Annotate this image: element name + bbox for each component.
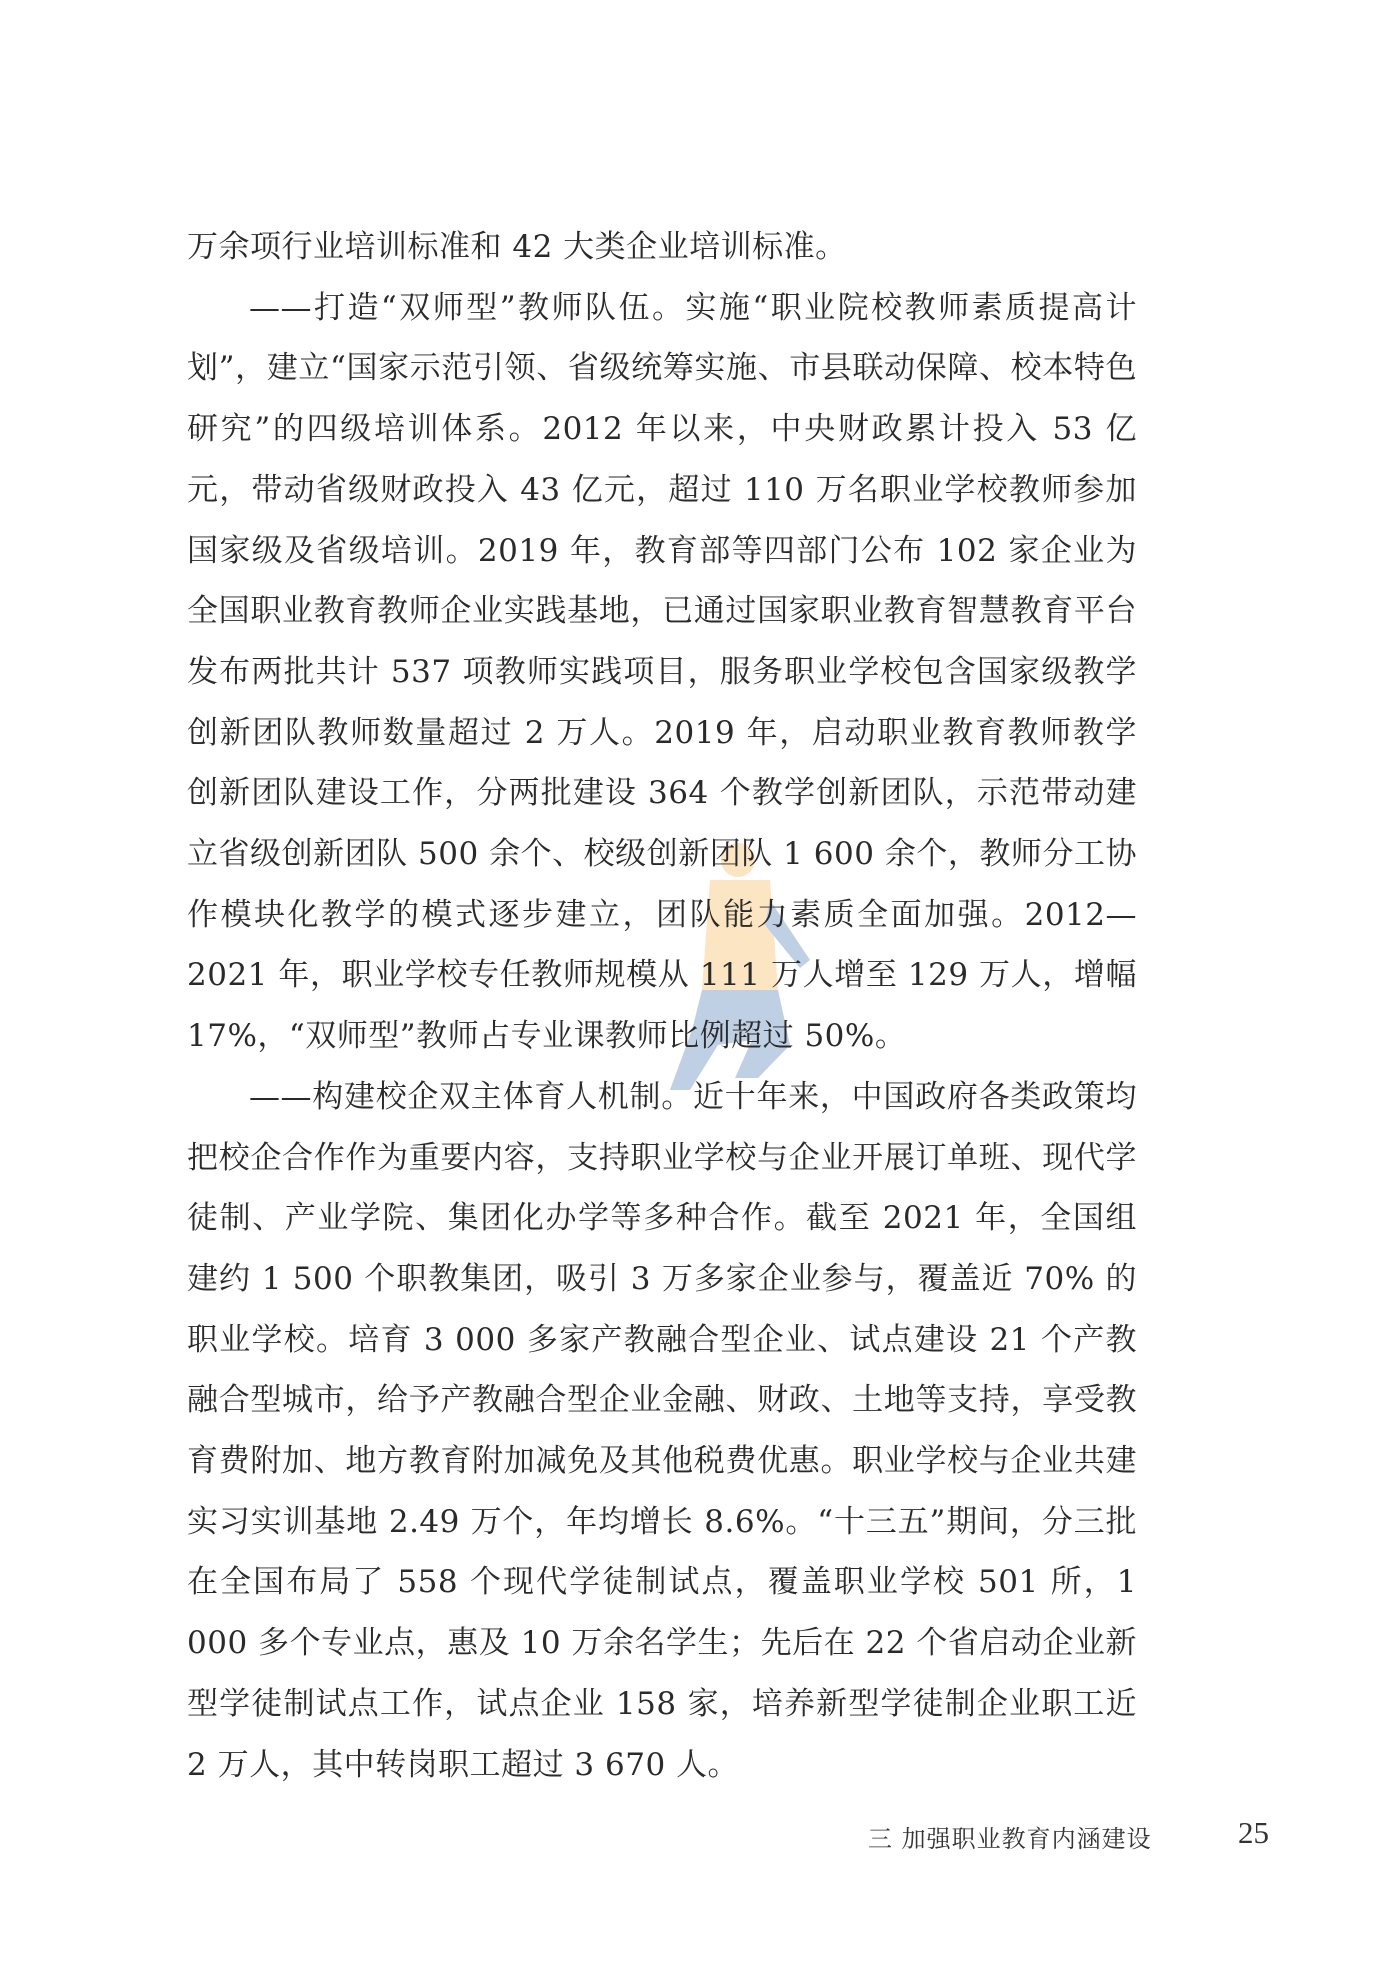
body-text — [187, 217, 1137, 1795]
paragraph-school-enterprise-mechanism: ——构建校企双主体育人机制。近十年来，中国政府各类政策均把校企合作作为重要内容，支持职业学校与企业开展订单班、现代学徒制、产业学院、集团化办学等多种合作。截至 2021 年，全国组建约 1 500 个职教集团，吸引 3 万多家企业参与，覆盖近 70% 的职业学校。培育 3 000 多家产教融合型企业、试点建设 21 个产教融合型城市，给予产教融合型企业金融、财政、土地等支持，享受教育费附加、地方教育附加减免及其他税费优惠。职业学校与企业共建实习实训基地 2.49 万个，年均增长 8.6%。“十三五”期间，分三批在全国布局了 558 个现代学徒制试点，覆盖职业学校 501 所，1 000 多个专业点，惠及 10 万余名学生；先后在 22 个省启动企业新型学徒制试点工作，试点企业 158 家，培养新型学徒制企业职工近 2 万人，其中转岗职工超过 3 670 人。 — [187, 1078, 1137, 1783]
paragraph-continuation: 万余项行业培训标准和 42 大类企业培训标准。 — [187, 229, 847, 265]
page-number: 25 — [1238, 1815, 1269, 1850]
page-footer — [0, 1815, 1400, 1855]
chapter-title: 三 加强职业教育内涵建设 — [868, 1825, 1152, 1853]
paragraph-double-qualified-teachers: ——打造“双师型”教师队伍。实施“职业院校教师素质提高计划”，建立“国家示范引领、省级统筹实施、市县联动保障、校本特色研究”的四级培训体系。2012 年以来，中央财政累计投入 53 亿元，带动省级财政投入 43 亿元，超过 110 万名职业学校教师参加国家级及省级培训。2019 年，教育部等四部门公布 102 家企业为全国职业教育教师企业实践基地，已通过国家职业教育智慧教育平台发布两批共计 537 项教师实践项目，服务职业学校包含国家级教学创新团队教师数量超过 2 万人。2019 年，启动职业教育教师教学创新团队建设工作，分两批建设 364 个教学创新团队，示范带动建立省级创新团队 500 余个、校级创新团队 1 600 余个，教师分工协作模块化教学的模式逐步建立，团队能力素质全面加强。2012—2021 年，职业学校专任教师规模从 111 万人增至 129 万人，增幅 17%，“双师型”教师占专业课教师比例超过 50%。 — [187, 289, 1137, 1055]
